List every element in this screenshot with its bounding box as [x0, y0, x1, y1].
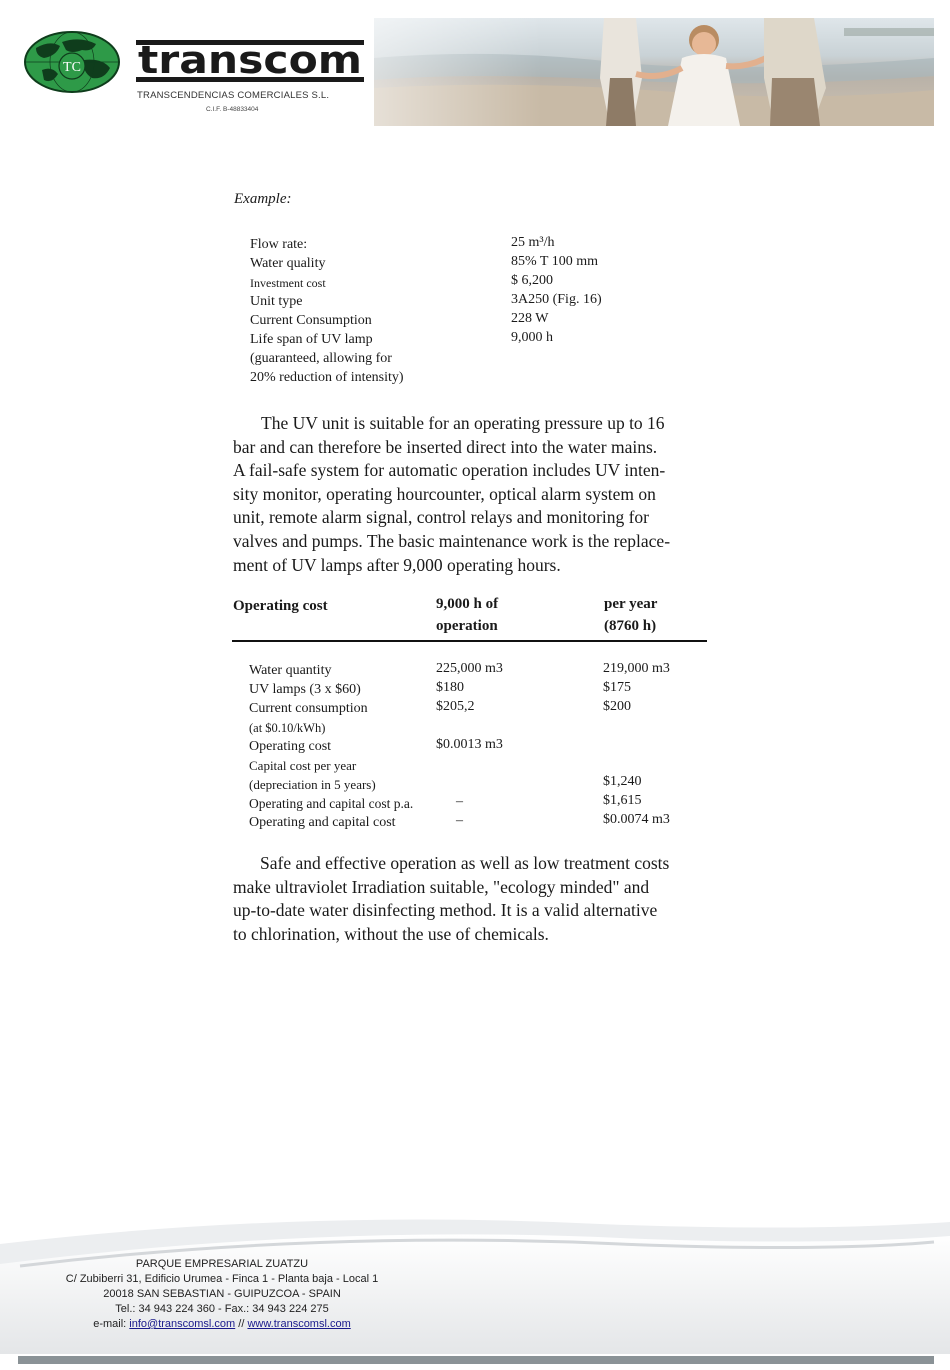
table-cell: $1,615: [603, 793, 642, 808]
footer-bar: [18, 1356, 934, 1364]
beach-family-photo: [374, 18, 934, 126]
spec-value: $ 6,200: [511, 273, 553, 288]
spec-label: 20% reduction of intensity): [250, 370, 404, 385]
paragraph-line: to chlorination, without the use of chemicals.: [233, 923, 549, 944]
table-cell: Capital cost per year: [249, 758, 357, 773]
table-cell: –: [456, 794, 463, 809]
paragraph-line: valves and pumps. The basic maintenance work is the replace-: [233, 530, 671, 551]
paragraph-line: make ultraviolet Irradiation suitable, "ecology minded" and: [233, 876, 650, 897]
paragraph-conclusion: [233, 852, 723, 946]
table-cell: Operating and capital cost p.a.: [249, 796, 414, 811]
transcom-wordmark: [136, 40, 364, 82]
spec-value: 3A250 (Fig. 16): [511, 292, 602, 307]
table-cell: $200: [603, 699, 631, 714]
paragraph-line: sity monitor, operating hourcounter, optical alarm system on: [233, 483, 656, 504]
table-cell: (at $0.10/kWh): [249, 721, 326, 735]
paragraph-line: up-to-date water disinfecting method. It is a valid alternative: [233, 900, 658, 921]
email-prefix: e-mail:: [93, 1318, 130, 1330]
paragraph-line: unit, remote alarm signal, control relays and monitoring for: [233, 507, 650, 528]
globe-logo-icon: [22, 30, 122, 94]
table-cell: $1,240: [603, 774, 642, 789]
spec-label: Investment cost: [250, 276, 326, 290]
footer-address-line2: C/ Zubiberri 31, Edificio Urumea - Finca 1 - Planta baja - Local 1: [65, 1273, 379, 1285]
footer-address-line3: 20018 SAN SEBASTIAN - GUIPUZCOA - SPAIN: [103, 1288, 341, 1300]
table-cell: –: [456, 813, 463, 828]
paragraph-line: The UV unit is suitable for an operating pressure up to 16: [261, 413, 665, 433]
table-header-9000h: 9,000 h of: [436, 596, 499, 612]
table-header-rule: [232, 640, 707, 642]
table-cell: 219,000 m3: [603, 661, 670, 676]
spec-value: 85% T 100 mm: [511, 254, 598, 269]
spec-label: Life span of UV lamp: [250, 332, 373, 347]
table-cell: $205,2: [436, 699, 475, 714]
logo-initials: TC: [63, 60, 81, 75]
table-cell: $180: [436, 680, 464, 695]
spec-label: (guaranteed, allowing for: [250, 351, 392, 366]
table-cell: $0.0074 m3: [603, 812, 670, 827]
table-header-operating-cost: Operating cost: [233, 598, 328, 614]
spec-label: Unit type: [250, 294, 303, 309]
paragraph-line: ment of UV lamps after 9,000 operating hours.: [233, 554, 561, 575]
table-cell: (depreciation in 5 years): [249, 777, 376, 792]
link-separator: //: [235, 1318, 248, 1330]
spec-value: 9,000 h: [511, 330, 553, 345]
paragraph-line: A fail-safe system for automatic operation includes UV inten-: [233, 460, 666, 481]
table-cell: Water quantity: [249, 663, 332, 678]
paragraph-uv-unit: [233, 412, 723, 577]
table-cell: Operating and capital cost: [249, 815, 396, 830]
table-cell: $175: [603, 680, 631, 695]
footer-contact: [12, 1318, 432, 1330]
spec-label: Flow rate:: [250, 237, 308, 252]
table-cell: $0.0013 m3: [436, 737, 503, 752]
table-header-per-year: per year: [604, 596, 658, 612]
table-cell: Current consumption: [249, 701, 368, 716]
table-cell: Operating cost: [249, 739, 332, 754]
email-link[interactable]: info@transcomsl.com: [129, 1318, 236, 1330]
footer-phone: Tel.: 34 943 224 360 - Fax.: 34 943 224 275: [115, 1303, 329, 1315]
website-link[interactable]: www.transcomsl.com: [247, 1318, 351, 1330]
company-cif: C.I.F. B-48833404: [206, 106, 259, 113]
company-name: TRANSCENDENCIAS COMERCIALES S.L.: [137, 90, 330, 101]
spec-value: 25 m³/h: [511, 235, 555, 250]
paragraph-line: Safe and effective operation as well as low treatment costs: [260, 853, 670, 873]
table-cell: 225,000 m3: [436, 661, 503, 676]
table-cell: UV lamps (3 x $60): [249, 682, 361, 697]
table-header-per-year-sub: (8760 h): [604, 618, 657, 634]
example-heading: Example:: [234, 191, 292, 207]
footer-address-line1: PARQUE EMPRESARIAL ZUATZU: [135, 1258, 309, 1270]
spec-label: Current Consumption: [250, 313, 372, 328]
table-header-9000h-sub: operation: [436, 618, 498, 634]
spec-value: 228 W: [511, 311, 549, 326]
spec-label: Water quality: [250, 256, 326, 271]
paragraph-line: bar and can therefore be inserted direct into the water mains.: [233, 436, 658, 457]
wordmark-text: transcom: [138, 40, 362, 82]
